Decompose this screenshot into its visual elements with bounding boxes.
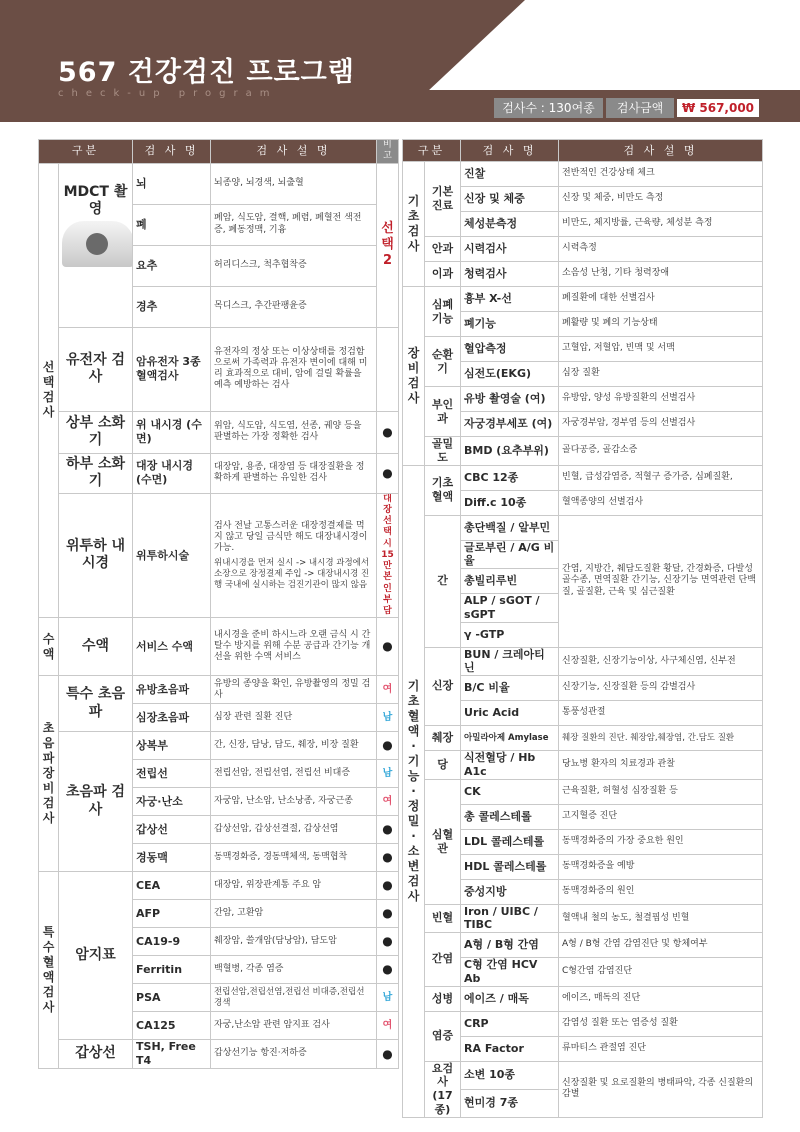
lower-gi-label: 하부 소화기 <box>59 453 133 493</box>
test-name: 갑상선 <box>133 816 211 844</box>
test-name: 유방 촬영술 (여) <box>461 387 559 412</box>
test-desc: 에이즈, 매독의 진단 <box>559 986 763 1011</box>
test-desc: 유방의 종양을 확인, 유방촬영의 정밀 검사 <box>211 676 377 704</box>
test-desc <box>211 493 377 618</box>
test-desc: 신장기능, 신장질환 등의 감별검사 <box>559 676 763 701</box>
test-desc: 유전자의 정상 또는 이상상태를 정검함으로써 가족력과 유전자 변이에 대해 미리 효과적으로 대비, 암에 걸릴 확률을 예측 예방하는 검사 <box>211 327 377 411</box>
test-name: 대장 내시경 (수면) <box>133 453 211 493</box>
cardio-pulm-label: 심폐 기능 <box>425 287 461 337</box>
mdct-group <box>59 163 133 327</box>
test-desc: 혈액내 철의 농도, 철결핍성 빈혈 <box>559 904 763 933</box>
col-header: 구분 <box>403 140 461 162</box>
test-desc: 갑상선기능 항진·저하증 <box>211 1040 377 1069</box>
test-name: 흉부 X-선 <box>461 287 559 312</box>
test-desc: 폐암, 식도암, 결핵, 폐렴, 폐혈전 색전증, 폐동정맥, 기흉 <box>211 204 377 245</box>
hepatitis-label: 간염 <box>425 933 461 987</box>
test-count: 검사수 : 130여종 <box>494 98 603 118</box>
bullet: ● <box>377 844 399 872</box>
price-label: 검사금액 <box>606 98 674 118</box>
test-name: γ -GTP <box>461 622 559 647</box>
bullet: ● <box>377 956 399 984</box>
inflammation-label: 염증 <box>425 1011 461 1061</box>
test-desc: 통풍성관절 <box>559 701 763 726</box>
col-header: 비고 <box>377 140 399 164</box>
cardiovascular-label: 심혈관 <box>425 779 461 904</box>
test-desc: 고혈압, 저혈압, 빈맥 및 서맥 <box>559 337 763 362</box>
test-desc: 간, 신장, 담낭, 담도, 췌장, 비장 질환 <box>211 732 377 760</box>
test-name: 글로부린 / A/G 비율 <box>461 540 559 569</box>
test-name: 총 콜레스테롤 <box>461 804 559 829</box>
test-desc: 자궁,난소암 관련 암지표 검사 <box>211 1012 377 1040</box>
category-blood: 특 수 혈 액 검 사 <box>39 872 59 1069</box>
test-name: BMD (요추부위) <box>461 437 559 466</box>
test-desc: 유방암, 양성 유방질환의 선별검사 <box>559 387 763 412</box>
col-header: 검 사 설 명 <box>559 140 763 162</box>
test-name: BUN / 크레아티닌 <box>461 647 559 676</box>
test-name: 폐기능 <box>461 312 559 337</box>
category-fluid: 수 액 <box>39 618 59 676</box>
gender-female: 여 <box>377 676 399 704</box>
bullet: ● <box>377 732 399 760</box>
urine-label: 요검사 (17종) <box>425 1061 461 1117</box>
right-program-table <box>402 139 763 1118</box>
test-desc: 시력측정 <box>559 237 763 262</box>
test-name: LDL 콜레스테롤 <box>461 829 559 854</box>
bone-label: 골밀도 <box>425 437 461 466</box>
test-name: B/C 비율 <box>461 676 559 701</box>
bullet: ● <box>377 618 399 676</box>
mdct-label: MDCT 촬 영 <box>63 183 128 217</box>
category-ultrasound: 초 음 파 장 비 검 사 <box>39 676 59 872</box>
test-name: 청력검사 <box>461 262 559 287</box>
test-desc: 전립선암, 전립선염, 전립선 비대증 <box>211 760 377 788</box>
test-desc: 심장 관련 질환 진단 <box>211 704 377 732</box>
fluid-label: 수액 <box>59 618 133 676</box>
select-2-note: 선 택 2 <box>377 163 399 327</box>
test-name: A형 / B형 간염 <box>461 933 559 958</box>
test-name: ALP / sGOT / sGPT <box>461 594 559 623</box>
test-desc: 신장질환 및 요로질환의 병태파악, 각종 신질환의 감별 <box>559 1061 763 1117</box>
bullet: ● <box>377 872 399 900</box>
test-name: TSH, Free T4 <box>133 1040 211 1069</box>
test-name: CK <box>461 779 559 804</box>
test-desc: 감염성 질환 또는 염증성 질환 <box>559 1011 763 1036</box>
test-name: CA125 <box>133 1012 211 1040</box>
test-desc: 비만도, 체지방률, 근육량, 체성분 측정 <box>559 212 763 237</box>
anemia-label: 빈혈 <box>425 904 461 933</box>
test-desc: 소음성 난청, 기타 청력장애 <box>559 262 763 287</box>
desc-line: 검사 전날 고통스러운 대장정결제를 먹지 않고 당일 금식만 해도 대장내시경이 가능. <box>214 520 368 554</box>
test-name: CEA <box>133 872 211 900</box>
left-program-table <box>38 139 399 1069</box>
upper-gi-label: 상부 소화기 <box>59 411 133 453</box>
eye-label: 안과 <box>425 237 461 262</box>
test-desc: 목디스크, 추간판팽윤증 <box>211 286 377 327</box>
test-name: CA19-9 <box>133 928 211 956</box>
bullet: ● <box>377 900 399 928</box>
gender-male: 남 <box>377 760 399 788</box>
category-select: 선 택 검 사 <box>39 163 59 618</box>
test-name: 유방초음파 <box>133 676 211 704</box>
test-name: 체성분측정 <box>461 212 559 237</box>
test-desc: 동맥경화증, 경동맥체색, 동맥협착 <box>211 844 377 872</box>
test-desc: 류마티스 관절염 진단 <box>559 1036 763 1061</box>
test-desc: 신장 및 체중, 비만도 측정 <box>559 187 763 212</box>
test-desc: 당뇨병 환자의 치료경과 관찰 <box>559 751 763 780</box>
gender-female: 여 <box>377 1012 399 1040</box>
test-desc: 폐활량 및 폐의 기능상태 <box>559 312 763 337</box>
sugar-label: 당 <box>425 751 461 780</box>
test-desc: 췌장 질환의 진단. 췌장암,췌장염, 간.담도 질환 <box>559 726 763 751</box>
circulation-label: 순환기 <box>425 337 461 387</box>
test-desc: 빈혈, 급성감염증, 적혈구 증가증, 심폐질환, <box>559 465 763 490</box>
test-desc: 동맥경화증의 원인 <box>559 879 763 904</box>
page-title: 567 건강검진 프로그램 <box>58 57 355 88</box>
test-desc: 심장 질환 <box>559 362 763 387</box>
test-name: HDL 콜레스테롤 <box>461 854 559 879</box>
test-desc: 근육질환, 허혈성 심장질환 등 <box>559 779 763 804</box>
test-name: 총빌리루빈 <box>461 569 559 594</box>
ct-scanner-image <box>62 221 133 267</box>
special-us-label: 특수 초음파 <box>59 676 133 732</box>
test-name: 전립선 <box>133 760 211 788</box>
test-name: Iron / UIBC / TIBC <box>461 904 559 933</box>
test-name: 에이즈 / 매독 <box>461 986 559 1011</box>
liver-label: 간 <box>425 515 461 647</box>
bullet <box>377 327 399 411</box>
test-desc: A형 / B형 간염 감염진단 및 항체여부 <box>559 933 763 958</box>
test-desc: 폐질환에 대한 선별검사 <box>559 287 763 312</box>
test-name: 아밀라아제 Amylase <box>461 726 559 751</box>
test-name: 신장 및 체중 <box>461 187 559 212</box>
std-label: 성병 <box>425 986 461 1011</box>
thyroid-label: 갑상선 <box>59 1040 133 1069</box>
test-name: AFP <box>133 900 211 928</box>
gender-female: 여 <box>377 788 399 816</box>
col-header: 검 사 명 <box>461 140 559 162</box>
category-basic: 기 초 검 사 <box>403 162 425 287</box>
test-name: 중성지방 <box>461 879 559 904</box>
test-name: 식전혈당 / Hb A1c <box>461 751 559 780</box>
test-name: 위투하시술 <box>133 493 211 618</box>
pancreas-label: 췌장 <box>425 726 461 751</box>
bullet: ● <box>377 411 399 453</box>
test-desc: 전립선암,전립선염,전립선 비대증,전립선 경색 <box>211 984 377 1012</box>
test-name: 현미경 7종 <box>461 1089 559 1117</box>
test-name: 심장초음파 <box>133 704 211 732</box>
test-name: 암유전자 3종 혈액검사 <box>133 327 211 411</box>
category-blood-function: 기 초 혈 액 · 기 능 · 정 밀 · 소 변 검 사 <box>403 465 425 1117</box>
test-name: 자궁·난소 <box>133 788 211 816</box>
test-desc: 간암, 고환암 <box>211 900 377 928</box>
test-desc: 골다공증, 골감소증 <box>559 437 763 466</box>
test-name: 상복부 <box>133 732 211 760</box>
tumor-marker-label: 암지표 <box>59 872 133 1040</box>
test-desc: 동맥경화증의 가장 중요한 원인 <box>559 829 763 854</box>
test-desc: 허리디스크, 척추협착증 <box>211 245 377 286</box>
bullet: ● <box>377 1040 399 1069</box>
test-name: 폐 <box>133 204 211 245</box>
col-header: 검 사 명 <box>133 140 211 164</box>
test-name: 서비스 수액 <box>133 618 211 676</box>
ear-label: 이과 <box>425 262 461 287</box>
test-name: CRP <box>461 1011 559 1036</box>
gynecology-label: 부인과 <box>425 387 461 437</box>
test-desc: 동맥경화증을 예방 <box>559 854 763 879</box>
test-name: RA Factor <box>461 1036 559 1061</box>
test-name: CBC 12종 <box>461 465 559 490</box>
gender-male: 남 <box>377 704 399 732</box>
test-desc: 자궁암, 난소암, 난소낭종, 자궁근종 <box>211 788 377 816</box>
test-name: 심전도(EKG) <box>461 362 559 387</box>
test-desc: 고지혈증 진단 <box>559 804 763 829</box>
test-name: Ferritin <box>133 956 211 984</box>
gene-label: 유전자 검 사 <box>59 327 133 411</box>
test-name: PSA <box>133 984 211 1012</box>
test-desc: 전반적인 건강상태 체크 <box>559 162 763 187</box>
page-subtitle: check-up program <box>58 88 278 99</box>
bullet: ● <box>377 928 399 956</box>
price-value: ₩ 567,000 <box>677 99 759 117</box>
test-name: 경추 <box>133 286 211 327</box>
test-name: Diff.c 10종 <box>461 490 559 515</box>
test-desc: 백혈병, 각종 염증 <box>211 956 377 984</box>
test-name: 경동맥 <box>133 844 211 872</box>
test-desc: 자궁경부암, 경부염 등의 선별검사 <box>559 412 763 437</box>
test-name: 진찰 <box>461 162 559 187</box>
test-name: 위 내시경 (수면) <box>133 411 211 453</box>
test-desc: 췌장암, 쓸개암(담낭암), 담도암 <box>211 928 377 956</box>
test-name: 뇌 <box>133 163 211 204</box>
col-header: 구분 <box>39 140 133 164</box>
test-desc: 대장암, 위장관계통 주요 암 <box>211 872 377 900</box>
col-header: 검 사 설 명 <box>211 140 377 164</box>
colon-label: 위투하 내시경 <box>59 493 133 618</box>
test-desc: 대장암, 용종, 대장염 등 대장질환을 정확하게 판별하는 유일한 검사 <box>211 453 377 493</box>
test-name: 소변 10종 <box>461 1061 559 1089</box>
test-desc: 뇌종양, 뇌경색, 뇌출혈 <box>211 163 377 204</box>
test-desc: 간염, 지방간, 췌담도질환 황달, 간경화증, 다발성 골수종, 면역질환 간기능, 신장기능 면역관련 단백질, 골질환, 근육 및 심근질환 <box>559 515 763 647</box>
test-name: 총단백질 / 알부민 <box>461 515 559 540</box>
basic-blood-label: 기초 혈액 <box>425 465 461 515</box>
test-name: 시력검사 <box>461 237 559 262</box>
test-name: 자궁경부세포 (여) <box>461 412 559 437</box>
bullet: ● <box>377 453 399 493</box>
test-desc: 내시경을 준비 하시느라 오랜 금식 시 간 탈수 방지를 위해 수분 공급과 간기능 개선을 위한 수액 서비스 <box>211 618 377 676</box>
test-name: Uric Acid <box>461 701 559 726</box>
bullet: ● <box>377 816 399 844</box>
basic-label: 기본 진료 <box>425 162 461 237</box>
test-desc: 혈액종양의 선별검사 <box>559 490 763 515</box>
kidney-label: 신장 <box>425 647 461 726</box>
test-name: 요추 <box>133 245 211 286</box>
test-name: 혈압측정 <box>461 337 559 362</box>
us-exam-label: 초음파 검사 <box>59 732 133 872</box>
test-desc: 신장질환, 신장기능이상, 사구체신염, 신부전 <box>559 647 763 676</box>
test-desc: 갑상선암, 갑상선결절, 갑상선염 <box>211 816 377 844</box>
test-name: C형 간염 HCV Ab <box>461 958 559 987</box>
desc-line: 위내시경을 먼저 실시 -> 내시경 과정에서 소장으로 장정결제 주입 -> 대장내시경 진행 국내에 실시하는 검진기관이 많지 않음 <box>214 558 370 590</box>
gender-male: 남 <box>377 984 399 1012</box>
test-desc: 위암, 식도암, 식도염, 선종, 궤양 등을 판별하는 가장 정확한 검사 <box>211 411 377 453</box>
category-equipment: 장 비 검 사 <box>403 287 425 466</box>
test-desc: C형간염 감염진단 <box>559 958 763 987</box>
colon-note: 대장 선택 시 15만 본인 부담 <box>377 493 399 618</box>
